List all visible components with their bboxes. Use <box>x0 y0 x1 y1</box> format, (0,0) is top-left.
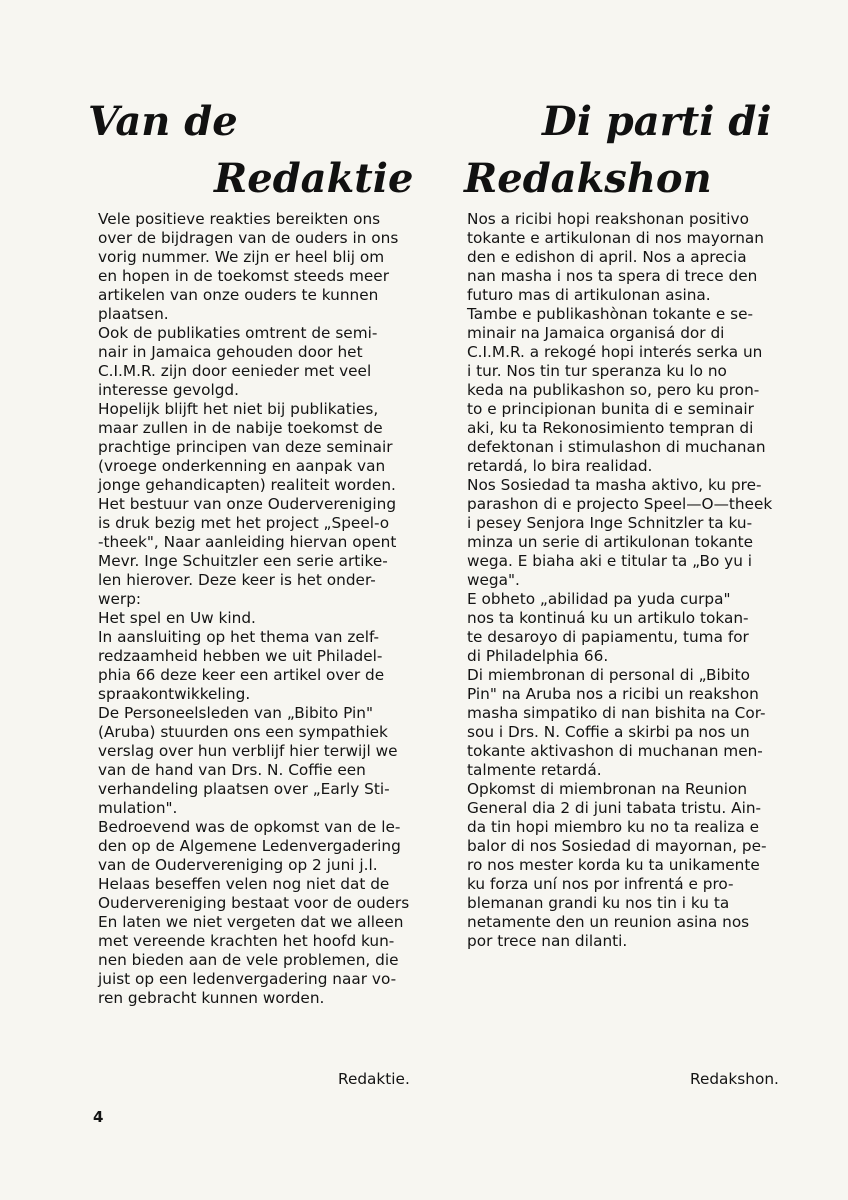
text-line: i tur. Nos tin tur speranza ku lo no <box>467 362 727 380</box>
text-line: retardá, lo bira realidad. <box>467 457 653 475</box>
text-line: ro nos mester korda ku ta unikamente <box>467 856 760 874</box>
text-line: nair in Jamaica gehouden door het <box>98 343 363 361</box>
text-line: masha simpatiko di nan bishita na Cor- <box>467 704 766 722</box>
text-line: interesse gevolgd. <box>98 381 239 399</box>
text-line: netamente den un reunion asina nos <box>467 913 750 931</box>
text-line: talmente retardá. <box>467 761 602 779</box>
text-line: jonge gehandicapten) realiteit worden. <box>98 476 396 494</box>
text-line: te desaroyo di papiamentu, tuma for <box>467 628 749 646</box>
text-line: Helaas beseffen velen nog niet dat de <box>98 875 390 893</box>
text-line: keda na publikashon so, pero ku pron- <box>467 381 760 399</box>
page-number: 4 <box>93 1108 104 1126</box>
text-line: prachtige principen van deze seminair <box>98 438 393 456</box>
text-line: den e edishon di april. Nos a aprecia <box>467 248 747 266</box>
text-line: plaatsen. <box>98 305 169 323</box>
text-line: Tambe e publikashònan tokante e se- <box>467 305 754 323</box>
text-line: sou i Drs. N. Coffie a skirbi pa nos un <box>467 723 750 741</box>
text-line: Hopelijk blijft het niet bij publikaties, <box>98 400 379 418</box>
text-line: (vroege onderkenning en aanpak van <box>98 457 386 475</box>
text-line: len hierover. Deze keer is het onder- <box>98 571 376 589</box>
text-line: en hopen in de toekomst steeds meer <box>98 267 390 285</box>
text-line: -theek", Naar aanleiding hiervan opent <box>98 533 397 551</box>
text-line: nos ta kontinuá ku un artikulo tokan- <box>467 609 749 627</box>
papiamentu-column <box>467 210 797 951</box>
text-line: C.I.M.R. zijn door eenieder met veel <box>98 362 372 380</box>
text-line: artikelen van onze ouders te kunnen <box>98 286 379 304</box>
text-line: wega. E biaha aki e titular ta „Bo yu i <box>467 552 753 570</box>
text-line: Mevr. Inge Schuitzler een serie artike- <box>98 552 388 570</box>
text-line: Vele positieve reakties bereikten ons <box>98 210 381 228</box>
text-line: (Aruba) stuurden ons een sympathiek <box>98 723 388 741</box>
text-line: por trece nan dilanti. <box>467 932 628 950</box>
text-line: van de Oudervereniging op 2 juni j.l. <box>98 856 378 874</box>
text-line: minair na Jamaica organisá dor di <box>467 324 725 342</box>
text-line: parashon di e projecto Speel—O—theek <box>467 495 773 513</box>
text-line: di Philadelphia 66. <box>467 647 609 665</box>
text-line: En laten we niet vergeten dat we alleen <box>98 913 404 931</box>
text-line: defektonan i stimulashon di muchanan <box>467 438 766 456</box>
text-line: phia 66 deze keer een artikel over de <box>98 666 385 684</box>
text-line: Opkomst di miembronan na Reunion <box>467 780 748 798</box>
dutch-column <box>98 210 428 1008</box>
text-line: Oudervereniging bestaat voor de ouders <box>98 894 410 912</box>
right-signature: Redakshon. <box>690 1070 779 1088</box>
text-line: i pesey Senjora Inge Schnitzler ta ku- <box>467 514 753 532</box>
text-line: mulation". <box>98 799 178 817</box>
text-line: den op de Algemene Ledenvergadering <box>98 837 401 855</box>
left-title-line-2: Redaktie <box>214 155 414 202</box>
text-line: E obheto „abilidad pa yuda curpa" <box>467 590 731 608</box>
left-signature: Redaktie. <box>338 1070 410 1088</box>
text-line: Di miembronan di personal di „Bibito <box>467 666 751 684</box>
text-line: futuro mas di artikulonan asina. <box>467 286 711 304</box>
text-line: Het spel en Uw kind. <box>98 609 256 627</box>
text-line: Bedroevend was de opkomst van de le- <box>98 818 401 836</box>
text-line: Pin" na Aruba nos a ricibi un reakshon <box>467 685 759 703</box>
text-line: tokante aktivashon di muchanan men- <box>467 742 763 760</box>
text-line: aki, ku ta Rekonosimiento tempran di <box>467 419 754 437</box>
text-line: nan masha i nos ta spera di trece den <box>467 267 758 285</box>
text-line: over de bijdragen van de ouders in ons <box>98 229 399 247</box>
text-line: spraakontwikkeling. <box>98 685 251 703</box>
text-line: blemanan grandi ku nos tin i ku ta <box>467 894 730 912</box>
text-line: In aansluiting op het thema van zelf- <box>98 628 380 646</box>
text-line: Nos a ricibi hopi reakshonan positivo <box>467 210 749 228</box>
text-line: minza un serie di artikulonan tokante <box>467 533 754 551</box>
text-line: Het bestuur van onze Oudervereniging <box>98 495 397 513</box>
text-line: nen bieden aan de vele problemen, die <box>98 951 399 969</box>
text-line: ku forza uní nos por infrentá e pro- <box>467 875 734 893</box>
text-line: Nos Sosiedad ta masha aktivo, ku pre- <box>467 476 762 494</box>
text-line: to e principionan bunita di e seminair <box>467 400 754 418</box>
text-line: verslag over hun verblijf hier terwijl we <box>98 742 398 760</box>
text-line: vorig nummer. We zijn er heel blij om <box>98 248 385 266</box>
text-line: maar zullen in de nabije toekomst de <box>98 419 383 437</box>
text-line: is druk bezig met het project „Speel-o <box>98 514 390 532</box>
text-line: redzaamheid hebben we uit Philadel- <box>98 647 383 665</box>
text-line: General dia 2 di juni tabata tristu. Ain- <box>467 799 762 817</box>
text-line: da tin hopi miembro ku no ta realiza e <box>467 818 759 836</box>
text-line: met vereende krachten het hoofd kun- <box>98 932 395 950</box>
text-line: ren gebracht kunnen worden. <box>98 989 325 1007</box>
text-line: van de hand van Drs. N. Coffie een <box>98 761 366 779</box>
right-title-line-2: Redakshon <box>464 155 712 202</box>
text-line: C.I.M.R. a rekogé hopi interés serka un <box>467 343 763 361</box>
text-line: De Personeelsleden van „Bibito Pin" <box>98 704 373 722</box>
left-title-line-1: Van de <box>88 98 238 145</box>
text-line: Ook de publikaties omtrent de semi- <box>98 324 378 342</box>
text-line: balor di nos Sosiedad di mayornan, pe- <box>467 837 767 855</box>
text-line: verhandeling plaatsen over „Early Sti- <box>98 780 390 798</box>
text-line: wega". <box>467 571 520 589</box>
right-title-line-1: Di parti di <box>542 98 772 145</box>
text-line: juist op een ledenvergadering naar vo- <box>98 970 397 988</box>
text-line: tokante e artikulonan di nos mayornan <box>467 229 764 247</box>
text-line: werp: <box>98 590 142 608</box>
